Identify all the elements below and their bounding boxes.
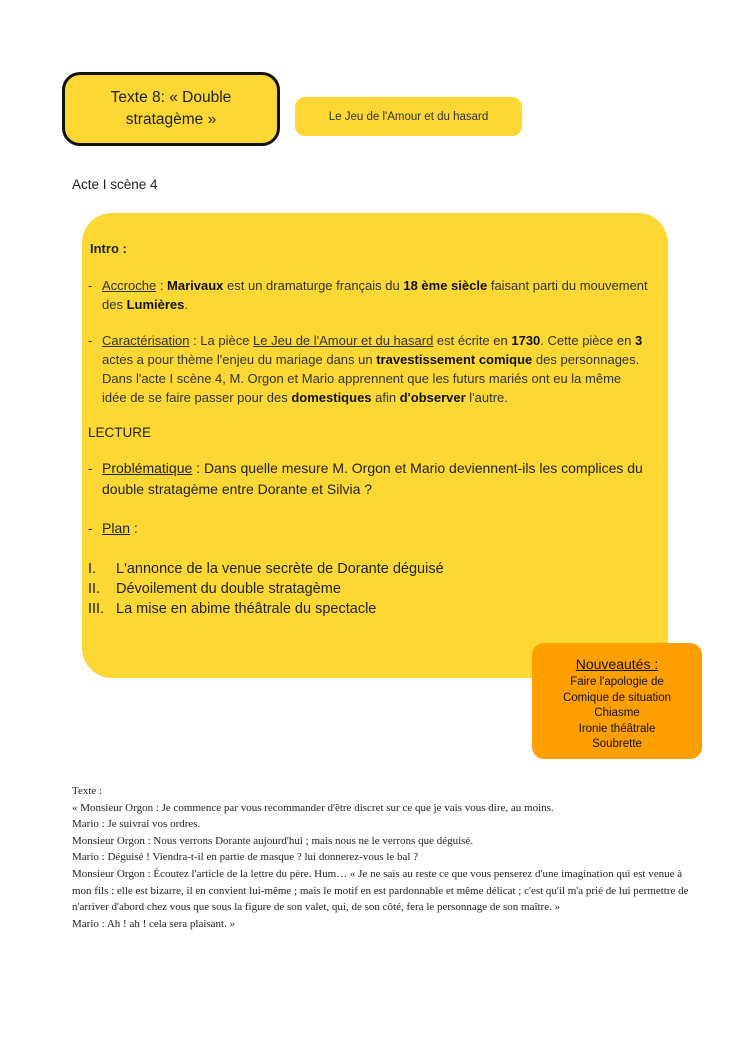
texte-label: Texte : [72, 785, 103, 797]
problematique-item: - Problématique : Dans quelle mesure M. Orgon et Mario deviennent-ils les complices du double stratagème entre Dorante et Silvia ? [88, 460, 643, 497]
domestiques: domestiques [291, 390, 372, 405]
problematique-text: : Dans quelle mesure M. Orgon et Mario deviennent-ils les complices du double stratagème entre Dorante et Silvia ? [102, 460, 643, 497]
lecture-heading: LECTURE [88, 425, 152, 440]
work-title-box [295, 97, 522, 136]
title-line-2: stratagème » [125, 111, 217, 128]
travestissement: travestissement comique [376, 352, 533, 367]
texte-line: Mario : Déguisé ! Viendra-t-il en partie de masque ? lui donnerez-vous le bal ? [72, 851, 419, 864]
plan-label: Plan [102, 520, 131, 536]
plan-item: - Plan : [88, 520, 138, 536]
acts-count: 3 [634, 333, 643, 348]
play-title: Le Jeu de l'Amour et du hasard [253, 333, 434, 348]
nouveaute-item: Comique de situation [562, 691, 672, 704]
texte-line: Mario : Ah ! ah ! cela sera plaisant. » [72, 917, 236, 930]
nouveaute-item: Chiasme [594, 707, 640, 719]
nouveautes-heading: Nouveautés : [575, 656, 659, 672]
plan-part-1: I. L'annonce de la venue secrète de Dorante déguisé [88, 561, 444, 577]
author-name: Marivaux [167, 278, 224, 293]
plan-part-2: II. Dévoilement du double stratagème [88, 581, 341, 597]
problematique-label: Problématique [102, 460, 193, 476]
nouveautes-box [532, 643, 702, 759]
work-title: Le Jeu de l'Amour et du hasard [328, 110, 489, 123]
nouveaute-item: Faire l'apologie de [570, 676, 664, 688]
title-box [62, 72, 280, 146]
texte-line: Monsieur Orgon : Écoutez l'article de la lettre du père. Hum… « Je ne sais au reste ce que vous penserez d'une imagination qui est venue à mon fils : elle est bizarre, il en convient lui-même ; mais le motif en est pardonnable et même délicat ; c'est qu'il m'a prié de lui permettre de n'arriver d'abord chez vous que sous la figure de son valet, qui, de son côté, fera le personnage de son maître. » [72, 867, 689, 914]
accroche-item: - Accroche : Marivaux est un dramaturge français du 18 ème siècle faisant parti du mouvement des Lumières. [88, 278, 648, 312]
caracterisation-label: Caractérisation [102, 333, 190, 348]
plan-part-3: III. La mise en abime théâtrale du spectacle [88, 601, 377, 617]
texte-section [72, 783, 692, 932]
texte-line: Mario : Je suivrai vos ordres. [72, 818, 201, 831]
accroche-label: Accroche [102, 278, 157, 293]
movement: Lumières [126, 297, 185, 312]
plan-list [88, 559, 648, 619]
nouveaute-item: Soubrette [592, 738, 642, 750]
texte-line: Monsieur Orgon : Nous verrons Dorante aujourd'hui ; mais nous ne le verrons que déguisé. [72, 834, 474, 847]
intro-box [82, 213, 668, 678]
observer: d'observer [399, 390, 466, 405]
title-line-1: Texte 8: « Double [110, 89, 232, 106]
caracterisation-item: - Caractérisation : La pièce Le Jeu de l'Amour et du hasard est écrite en 1730. Cette pièce en 3 actes a pour thème l'enjeu du mariage dans un travestissement comique des personnages. Dans l'acte I scène 4, M. Orgon et Mario apprennent que les futurs mariés ont eu la même idée de se faire passer pour des domestiques afin d'observer l'autre. [88, 333, 643, 405]
texte-line: « Monsieur Orgon : Je commence par vous recommander d'être discret sur ce que je vais vous dire, au moins. [72, 801, 554, 814]
intro-heading: Intro : [90, 241, 127, 256]
nouveaute-item: Ironie théâtrale [578, 722, 656, 735]
century: 18 ème siècle [403, 278, 488, 293]
year: 1730 [511, 333, 541, 348]
scene-label: Acte I scène 4 [72, 177, 158, 192]
